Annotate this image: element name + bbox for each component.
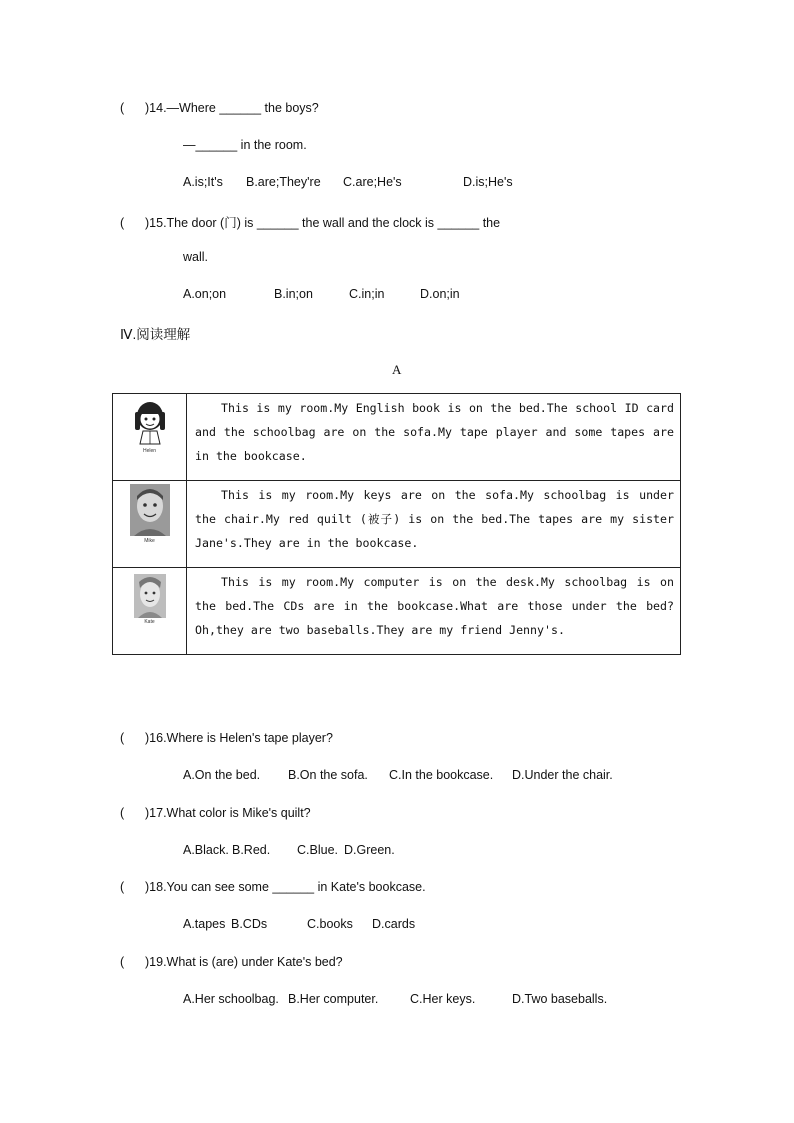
question-15-option-a: A.on;on <box>183 287 227 301</box>
question-19-option-a: A.Her schoolbag. <box>183 992 279 1006</box>
question-19-option-b: B.Her computer. <box>288 992 379 1006</box>
mike-photo-icon <box>130 484 170 536</box>
question-19-option-c: C.Her keys. <box>410 992 476 1006</box>
question-15-line2: wall. <box>183 250 209 264</box>
question-14-option-b: B.are;They're <box>246 175 321 189</box>
question-15-option-c: C.in;in <box>349 287 385 301</box>
helen-passage-text: This is my room.My English book is on the bed.The school ID card and the schoolbag are on the sofa.My tape player and some tapes are in the bookcase. <box>195 401 674 463</box>
passage-row-mike <box>113 481 681 568</box>
mike-photo-cell <box>113 481 187 568</box>
helen-passage <box>187 394 681 481</box>
question-15-option-b: B.in;on <box>274 287 313 301</box>
question-16-stem: ( )16.Where is Helen's tape player? <box>120 731 333 745</box>
question-16-option-a: A.On the bed. <box>183 768 261 782</box>
question-14-line2: —______ in the room. <box>183 138 307 152</box>
kate-photo-cell <box>113 568 187 655</box>
kate-caption: Kate <box>144 619 155 625</box>
question-17-stem: ( )17.What color is Mike's quilt? <box>120 806 311 820</box>
question-15-option-d: D.on;in <box>420 287 460 301</box>
question-19-stem: ( )19.What is (are) under Kate's bed? <box>120 955 343 969</box>
question-17-option-d: D.Green. <box>344 843 395 857</box>
question-14-option-c: C.are;He's <box>343 175 402 189</box>
question-19-option-d: D.Two baseballs. <box>512 992 608 1006</box>
kate-passage-text: This is my room.My computer is on the desk.My schoolbag is on the bed.The CDs are in the bookcase.What are those under the bed?Oh,they are two baseballs.They are my friend Jenny's. <box>195 575 674 637</box>
question-15-stem: ( )15.The door (门) is ______ the wall and the clock is ______ the <box>120 216 501 230</box>
question-16-option-d: D.Under the chair. <box>512 768 613 782</box>
passage-row-kate <box>113 568 681 655</box>
mike-caption: Mike <box>144 538 155 544</box>
passage-row-helen <box>113 394 681 481</box>
question-18-option-b: B.CDs <box>231 917 268 931</box>
question-18-option-a: A.tapes <box>183 917 226 931</box>
mike-passage-text: This is my room.My keys are on the sofa.My schoolbag is under the chair.My red quilt (被子) is on the bed.The tapes are my sister Jane's.They are in the bookcase. <box>195 488 674 550</box>
question-17-option-b: B.Red. <box>232 843 271 857</box>
question-14-option-a: A.is;It's <box>183 175 223 189</box>
helen-caption: Helen <box>142 448 157 454</box>
question-14-option-d: D.is;He's <box>463 175 513 189</box>
question-18-option-c: C.books <box>307 917 353 931</box>
helen-photo-cell <box>113 394 187 481</box>
kate-passage <box>187 568 681 655</box>
question-17-option-a: A.Black. <box>183 843 229 857</box>
question-16-option-c: C.In the bookcase. <box>389 768 494 782</box>
helen-cartoon-icon <box>130 398 170 446</box>
kate-photo-icon <box>134 574 166 618</box>
question-14-stem: ( )14.—Where ______ the boys? <box>120 101 319 115</box>
question-17-option-c: C.Blue. <box>297 843 338 857</box>
passage-label: A <box>392 362 402 377</box>
section-title: Ⅳ.阅读理解 <box>120 327 191 342</box>
question-18-option-d: D.cards <box>372 917 416 931</box>
reading-table <box>112 393 681 655</box>
mike-passage <box>187 481 681 568</box>
question-16-option-b: B.On the sofa. <box>288 768 368 782</box>
question-18-stem: ( )18.You can see some ______ in Kate's bookcase. <box>120 880 426 894</box>
